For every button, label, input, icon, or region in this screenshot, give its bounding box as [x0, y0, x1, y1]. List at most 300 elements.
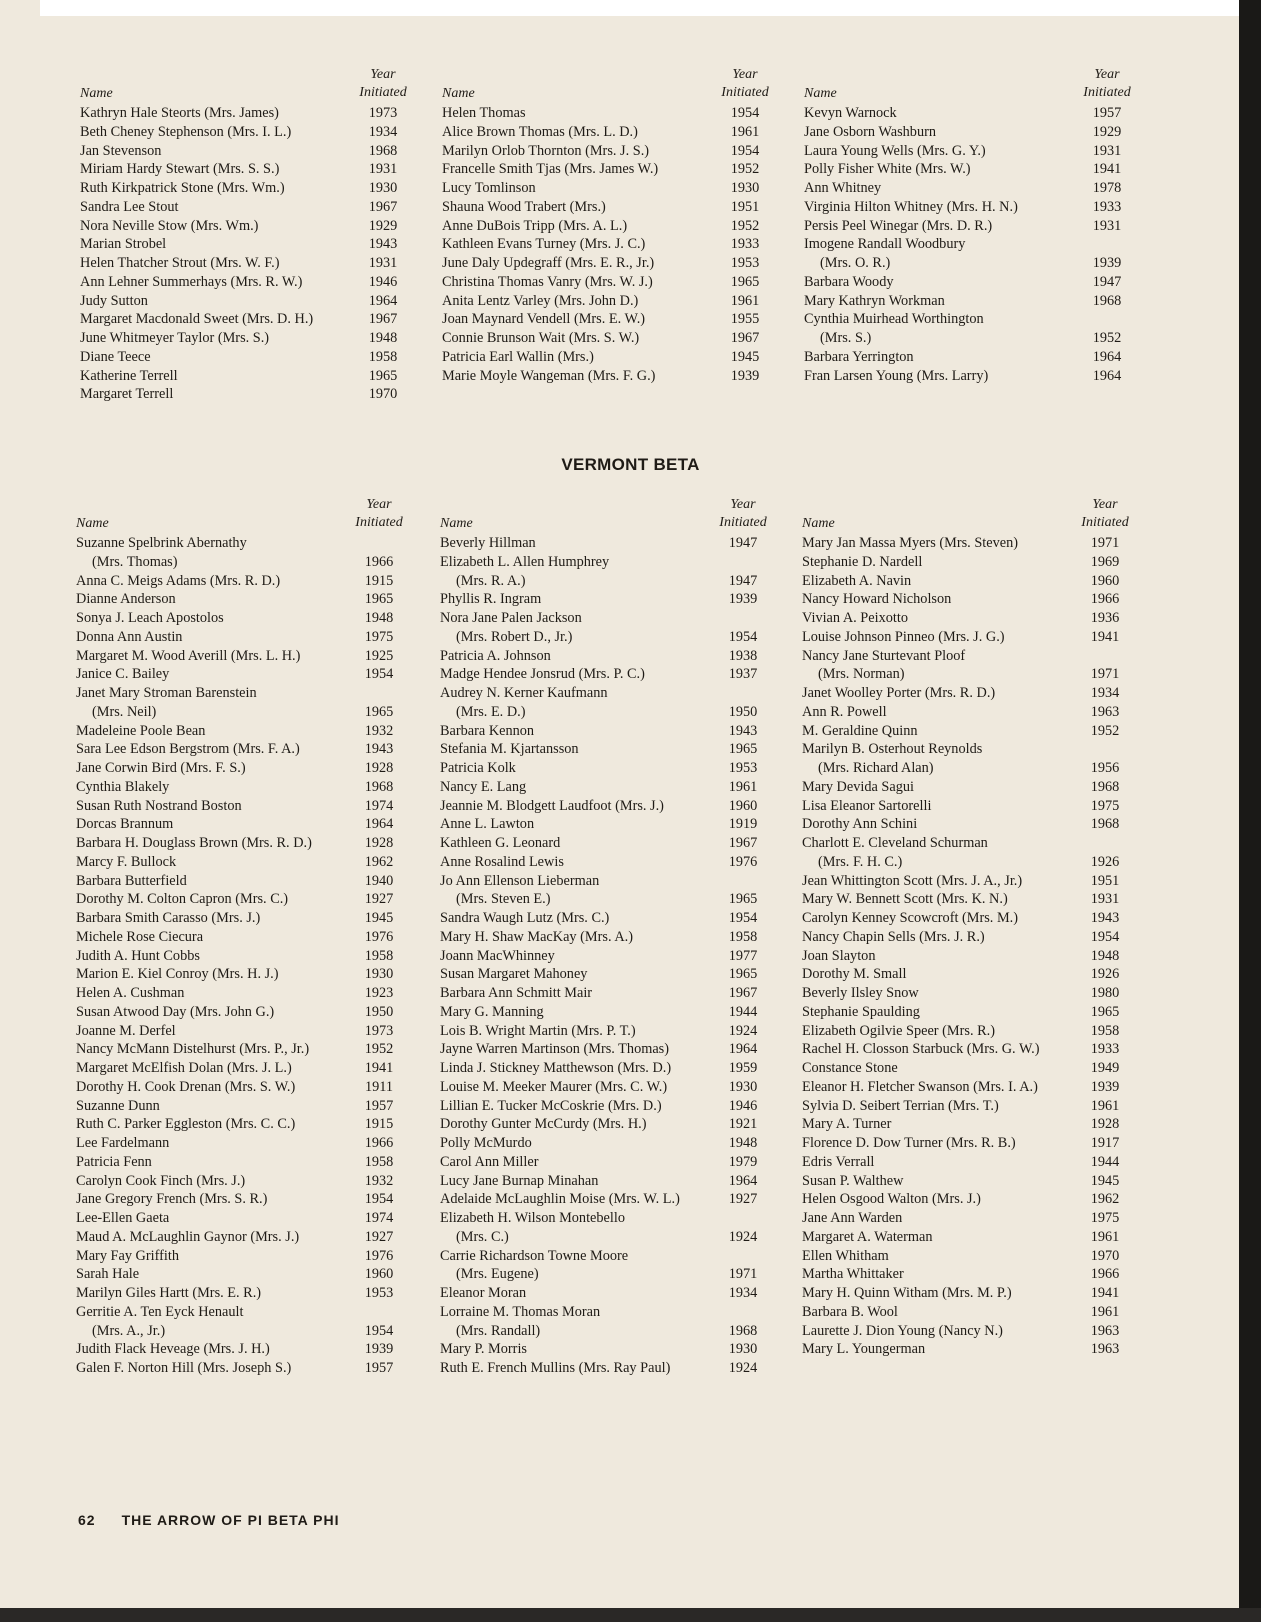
- year-initiated: 1954: [728, 628, 758, 645]
- year-initiated: 1941: [1090, 628, 1120, 645]
- member-row: [800, 273, 1140, 292]
- member-name: Helen Osgood Walton (Mrs. J.): [802, 1191, 981, 1208]
- member-row: [72, 740, 412, 759]
- name-header: Name: [442, 86, 475, 101]
- member-name: Janice C. Bailey: [76, 666, 170, 683]
- year-initiated: 1971: [1090, 535, 1120, 551]
- member-row: [72, 534, 412, 553]
- year-initiated: 1938: [728, 647, 758, 664]
- member-row: [800, 160, 1140, 179]
- member-row: [436, 703, 776, 722]
- year-initiated: 1933: [1090, 1041, 1120, 1058]
- member-row: [798, 1284, 1138, 1303]
- member-name: Ellen Whitham: [802, 1247, 889, 1264]
- member-row: [798, 1228, 1138, 1247]
- year-initiated: 1955: [730, 311, 760, 328]
- member-name: Madeleine Poole Bean: [76, 722, 206, 739]
- member-name: Beth Cheney Stephenson (Mrs. I. L.): [80, 123, 292, 140]
- year-initiated: 1974: [364, 797, 394, 814]
- member-name: Sarah Hale: [76, 1266, 140, 1283]
- member-row: [800, 198, 1140, 217]
- year-initiated: 1965: [730, 273, 760, 290]
- column-header: [438, 60, 778, 104]
- member-name: Anna C. Meigs Adams (Mrs. R. D.): [76, 572, 281, 589]
- year-initiated: 1968: [364, 778, 394, 795]
- member-row: [76, 273, 416, 292]
- member-name: Helen A. Cushman: [76, 985, 185, 1001]
- member-row: [798, 1153, 1138, 1172]
- year-initiated: 1933: [730, 236, 760, 253]
- member-row: [436, 684, 776, 703]
- member-name: Carrie Richardson Towne Moore: [440, 1247, 629, 1264]
- member-name: Mary P. Morris: [440, 1341, 527, 1358]
- member-row: [436, 815, 776, 834]
- name-header: Name: [80, 86, 113, 101]
- member-row: [798, 1022, 1138, 1041]
- member-name: Mary Fay Griffith: [76, 1247, 179, 1264]
- member-row: [436, 872, 776, 891]
- member-row: [72, 1265, 412, 1284]
- member-name: Carolyn Cook Finch (Mrs. J.): [76, 1172, 246, 1189]
- member-row: [436, 1172, 776, 1191]
- member-row: [800, 367, 1140, 386]
- year-initiated: 1932: [364, 722, 394, 739]
- year-initiated: 1927: [728, 1191, 758, 1208]
- year-initiated: 1945: [1090, 1172, 1120, 1189]
- year-initiated: 1931: [1090, 891, 1120, 908]
- member-name: (Mrs. O. R.): [820, 255, 891, 271]
- year-initiated: 1966: [364, 1135, 394, 1151]
- year-initiated: 1950: [364, 1003, 394, 1020]
- member-row: [72, 722, 412, 741]
- year-initiated: 1943: [364, 741, 394, 758]
- member-row: [72, 1322, 412, 1341]
- member-row: [438, 160, 778, 179]
- member-row: [800, 104, 1140, 123]
- member-name: Janet Woolley Porter (Mrs. R. D.): [802, 685, 996, 701]
- member-row: [72, 1172, 412, 1191]
- year-initiated: 1948: [364, 610, 394, 626]
- member-row: [76, 123, 416, 142]
- year-initiated: 1958: [1090, 1022, 1120, 1039]
- member-name: Mary G. Manning: [440, 1003, 544, 1020]
- year-initiated: 1966: [1090, 591, 1120, 608]
- publication-title: THE ARROW OF PI BETA PHI: [121, 1512, 340, 1528]
- member-row: [72, 890, 412, 909]
- member-row: [436, 1003, 776, 1022]
- year-initiated: 1933: [1092, 198, 1122, 215]
- year-initiated: 1962: [364, 853, 394, 870]
- year-initiated: 1929: [368, 217, 398, 234]
- year-initiated: 1965: [364, 591, 394, 608]
- year-initiated: 1934: [368, 123, 398, 140]
- member-row: [798, 1190, 1138, 1209]
- member-name: Persis Peel Winegar (Mrs. D. R.): [804, 217, 993, 234]
- member-row: [438, 142, 778, 161]
- year-initiated: 1953: [728, 760, 758, 776]
- member-name: Ann R. Powell: [802, 703, 887, 720]
- member-row: [438, 329, 778, 348]
- member-list: [72, 534, 412, 1378]
- member-row: [76, 292, 416, 311]
- member-row: [72, 647, 412, 666]
- member-name: Kathleen G. Leonard: [440, 835, 561, 851]
- member-row: [798, 797, 1138, 816]
- member-name: Mary Jan Massa Myers (Mrs. Steven): [802, 535, 1019, 551]
- member-row: [72, 684, 412, 703]
- member-row: [436, 1247, 776, 1266]
- year-initiated: 1951: [730, 198, 760, 215]
- member-name: Laura Young Wells (Mrs. G. Y.): [804, 142, 986, 159]
- member-name: Florence D. Dow Turner (Mrs. R. B.): [802, 1135, 1016, 1151]
- member-name: Barbara Butterfield: [76, 872, 187, 889]
- member-row: [76, 142, 416, 161]
- year-initiated: 1966: [364, 553, 394, 570]
- member-row: [72, 1303, 412, 1322]
- member-row: [798, 778, 1138, 797]
- year-initiated: 1931: [368, 161, 398, 178]
- member-row: [438, 310, 778, 329]
- member-name: Polly Fisher White (Mrs. W.): [804, 161, 971, 178]
- member-name: Anne DuBois Tripp (Mrs. A. L.): [442, 217, 628, 234]
- member-name: Jane Ann Warden: [802, 1210, 903, 1226]
- year-initiated: 1954: [364, 1322, 394, 1339]
- member-name: Sara Lee Edson Bergstrom (Mrs. F. A.): [76, 741, 300, 758]
- member-name: Edris Verrall: [802, 1153, 875, 1170]
- member-name: Anne L. Lawton: [440, 816, 535, 833]
- member-name: Mary Devida Sagui: [802, 778, 914, 795]
- year-initiated: 1964: [728, 1041, 758, 1058]
- member-name: Sandra Waugh Lutz (Mrs. C.): [440, 910, 610, 926]
- year-initiated: 1968: [1090, 778, 1120, 795]
- member-name: Michele Rose Ciecura: [76, 928, 204, 945]
- member-name: Elizabeth H. Wilson Montebello: [440, 1210, 625, 1226]
- year-initiated: 1917: [1090, 1135, 1120, 1151]
- member-row: [438, 273, 778, 292]
- member-row: [72, 1097, 412, 1116]
- member-row: [798, 1265, 1138, 1284]
- member-row: [72, 909, 412, 928]
- member-row: [436, 1359, 776, 1378]
- year-initiated: 1952: [1092, 330, 1122, 346]
- year-initiated: 1943: [368, 236, 398, 253]
- member-row: [436, 928, 776, 947]
- year-initiated: 1961: [730, 123, 760, 140]
- year-initiated: 1971: [1090, 666, 1120, 683]
- member-row: [798, 1303, 1138, 1322]
- member-name: Rachel H. Closson Starbuck (Mrs. G. W.): [802, 1041, 1040, 1058]
- year-initiated: 1940: [364, 872, 394, 889]
- member-row: [798, 853, 1138, 872]
- member-row: [436, 1134, 776, 1153]
- member-name: Cynthia Blakely: [76, 778, 170, 795]
- member-name: Jane Corwin Bird (Mrs. F. S.): [76, 760, 246, 776]
- member-row: [72, 1003, 412, 1022]
- member-row: [798, 665, 1138, 684]
- member-name: Lucy Jane Burnap Minahan: [440, 1172, 599, 1189]
- year-initiated: 1975: [1090, 1210, 1120, 1226]
- year-initiated: 1945: [364, 910, 394, 926]
- year-initiated: 1915: [364, 1116, 394, 1133]
- member-list: [436, 534, 776, 1378]
- member-name: (Mrs. C.): [456, 1228, 509, 1245]
- member-row: [798, 553, 1138, 572]
- member-name: Marilyn Giles Hartt (Mrs. E. R.): [76, 1285, 262, 1301]
- member-name: Barbara Woody: [804, 273, 894, 290]
- member-row: [798, 947, 1138, 966]
- member-name: Jane Osborn Washburn: [804, 123, 937, 140]
- member-name: Diane Teece: [80, 348, 151, 365]
- member-name: Janet Mary Stroman Barenstein: [76, 685, 257, 701]
- member-row: [438, 348, 778, 367]
- year-initiated: 1919: [728, 816, 758, 833]
- year-initiated: 1952: [730, 161, 760, 178]
- year-initiated: 1954: [728, 910, 758, 926]
- year-initiated: 1943: [1090, 910, 1120, 926]
- member-name: Madge Hendee Jonsrud (Mrs. P. C.): [440, 666, 645, 683]
- member-name: Jo Ann Ellenson Lieberman: [440, 872, 600, 889]
- member-name: Joanne M. Derfel: [76, 1022, 176, 1039]
- year-initiated: 1965: [728, 741, 758, 758]
- member-row: [798, 1172, 1138, 1191]
- member-name: Elizabeth L. Allen Humphrey: [440, 553, 610, 570]
- member-row: [438, 367, 778, 386]
- member-name: (Mrs. F. H. C.): [818, 853, 903, 870]
- year-initiated-header: Year Initiated: [721, 67, 769, 100]
- member-name: Donna Ann Austin: [76, 628, 183, 645]
- year-initiated: 1941: [1092, 161, 1122, 178]
- member-row: [436, 1153, 776, 1172]
- member-name: Cynthia Muirhead Worthington: [804, 311, 984, 328]
- member-name: Vivian A. Peixotto: [802, 610, 908, 626]
- year-initiated: 1947: [728, 535, 758, 551]
- member-name: (Mrs. E. D.): [456, 703, 526, 720]
- member-name: Sonya J. Leach Apostolos: [76, 610, 224, 626]
- member-name: Nancy Chapin Sells (Mrs. J. R.): [802, 928, 985, 945]
- year-initiated: 1957: [1092, 105, 1122, 121]
- member-name: Eleanor Moran: [440, 1285, 527, 1301]
- year-initiated: 1930: [368, 180, 398, 196]
- year-initiated: 1965: [364, 703, 394, 720]
- year-initiated: 1930: [728, 1341, 758, 1358]
- member-name: Beverly Ilsley Snow: [802, 985, 919, 1001]
- member-row: [76, 310, 416, 329]
- member-row: [436, 890, 776, 909]
- year-initiated: 1931: [1092, 142, 1122, 159]
- member-name: Virginia Hilton Whitney (Mrs. H. N.): [804, 198, 1018, 215]
- year-initiated: 1923: [364, 985, 394, 1001]
- member-row: [800, 142, 1140, 161]
- year-initiated: 1963: [1090, 1341, 1120, 1358]
- member-row: [72, 572, 412, 591]
- member-name: Susan Atwood Day (Mrs. John G.): [76, 1003, 275, 1020]
- year-initiated: 1945: [730, 348, 760, 365]
- member-name: Margaret A. Waterman: [802, 1228, 933, 1245]
- year-initiated: 1930: [364, 966, 394, 983]
- year-initiated: 1934: [728, 1285, 758, 1301]
- member-row: [436, 984, 776, 1003]
- member-row: [436, 1322, 776, 1341]
- member-row: [798, 647, 1138, 666]
- member-name: Patricia Kolk: [440, 760, 516, 776]
- member-row: [800, 254, 1140, 273]
- member-name: Judy Sutton: [80, 292, 148, 309]
- year-initiated: 1939: [1090, 1078, 1120, 1095]
- member-name: Susan Ruth Nostrand Boston: [76, 797, 242, 814]
- member-row: [438, 123, 778, 142]
- member-list: [800, 104, 1140, 385]
- top-column-3: [800, 60, 1140, 385]
- member-name: Mary H. Quinn Witham (Mrs. M. P.): [802, 1285, 1012, 1301]
- member-name: (Mrs. Randall): [456, 1322, 541, 1339]
- member-name: Joann MacWhinney: [440, 947, 555, 964]
- member-row: [798, 609, 1138, 628]
- member-name: Carolyn Kenney Scowcroft (Mrs. M.): [802, 910, 1018, 926]
- member-name: Nancy E. Lang: [440, 778, 527, 795]
- year-initiated: 1968: [368, 142, 398, 159]
- member-name: Margaret McElfish Dolan (Mrs. J. L.): [76, 1060, 292, 1076]
- member-row: [798, 684, 1138, 703]
- year-initiated: 1924: [728, 1022, 758, 1039]
- member-name: Ruth C. Parker Eggleston (Mrs. C. C.): [76, 1116, 296, 1133]
- member-name: Galen F. Norton Hill (Mrs. Joseph S.): [76, 1360, 292, 1376]
- year-initiated: 1930: [730, 180, 760, 196]
- member-name: Stefania M. Kjartansson: [440, 741, 579, 758]
- year-initiated: 1968: [728, 1322, 758, 1339]
- member-name: Dorothy Ann Schini: [802, 816, 918, 833]
- year-initiated: 1976: [728, 853, 758, 870]
- member-row: [436, 590, 776, 609]
- member-list: [438, 104, 778, 385]
- member-row: [436, 1190, 776, 1209]
- member-name: Anne Rosalind Lewis: [440, 853, 564, 870]
- member-name: Joan Slayton: [802, 947, 876, 964]
- year-initiated: 1961: [1090, 1303, 1120, 1320]
- year-initiated: 1961: [730, 292, 760, 309]
- member-row: [76, 198, 416, 217]
- year-initiated: 1921: [728, 1116, 758, 1133]
- member-name: Polly McMurdo: [440, 1135, 532, 1151]
- year-initiated: 1960: [1090, 572, 1120, 589]
- member-name: Dorothy Gunter McCurdy (Mrs. H.): [440, 1116, 647, 1133]
- member-row: [436, 609, 776, 628]
- year-initiated: 1929: [1092, 123, 1122, 140]
- year-initiated: 1957: [364, 1360, 394, 1376]
- member-name: Nancy Jane Sturtevant Ploof: [802, 647, 966, 664]
- member-name: Fran Larsen Young (Mrs. Larry): [804, 367, 989, 384]
- year-initiated: 1968: [1092, 292, 1122, 309]
- member-row: [436, 647, 776, 666]
- member-name: Nora Jane Palen Jackson: [440, 610, 582, 626]
- year-initiated: 1927: [364, 891, 394, 908]
- member-name: June Daly Updegraff (Mrs. E. R., Jr.): [442, 255, 655, 271]
- member-name: Stephanie D. Nardell: [802, 553, 923, 570]
- member-row: [798, 815, 1138, 834]
- member-name: Dorcas Brannum: [76, 816, 174, 833]
- member-name: Connie Brunson Wait (Mrs. S. W.): [442, 330, 640, 346]
- member-name: Louise Johnson Pinneo (Mrs. J. G.): [802, 628, 1005, 645]
- member-name: Katherine Terrell: [80, 367, 178, 384]
- member-name: Jane Gregory French (Mrs. S. R.): [76, 1191, 268, 1208]
- year-initiated: 1965: [368, 367, 398, 384]
- member-row: [436, 1228, 776, 1247]
- member-name: Mary H. Shaw MacKay (Mrs. A.): [440, 928, 633, 945]
- year-initiated: 1939: [728, 591, 758, 608]
- member-name: Ruth E. French Mullins (Mrs. Ray Paul): [440, 1360, 671, 1376]
- member-name: Constance Stone: [802, 1060, 898, 1076]
- member-name: Lee Fardelmann: [76, 1135, 170, 1151]
- year-initiated: 1946: [728, 1097, 758, 1114]
- member-name: Barbara Ann Schmitt Mair: [440, 985, 593, 1001]
- year-initiated: 1970: [1090, 1247, 1120, 1264]
- member-row: [72, 1022, 412, 1041]
- year-initiated: 1978: [1092, 180, 1122, 196]
- name-header: Name: [802, 516, 835, 531]
- column-header: [72, 490, 412, 534]
- member-row: [800, 179, 1140, 198]
- member-row: [436, 553, 776, 572]
- year-initiated: 1941: [1090, 1285, 1120, 1301]
- member-row: [72, 1040, 412, 1059]
- member-row: [798, 872, 1138, 891]
- member-row: [436, 778, 776, 797]
- member-row: [436, 534, 776, 553]
- year-initiated: 1957: [364, 1097, 394, 1114]
- member-row: [72, 928, 412, 947]
- member-name: Lucy Tomlinson: [442, 180, 536, 196]
- year-initiated: 1962: [1090, 1191, 1120, 1208]
- member-row: [798, 965, 1138, 984]
- member-row: [798, 1134, 1138, 1153]
- year-initiated: 1958: [364, 1153, 394, 1170]
- year-initiated: 1941: [364, 1060, 394, 1076]
- year-initiated: 1948: [368, 330, 398, 346]
- member-name: Margaret M. Wood Averill (Mrs. L. H.): [76, 647, 301, 664]
- member-row: [436, 1022, 776, 1041]
- member-name: Marilyn Orlob Thornton (Mrs. J. S.): [442, 142, 650, 159]
- member-row: [72, 1190, 412, 1209]
- column-header: [798, 490, 1138, 534]
- year-initiated: 1965: [728, 891, 758, 908]
- member-name: Sylvia D. Seibert Terrian (Mrs. T.): [802, 1097, 999, 1114]
- member-row: [72, 609, 412, 628]
- year-initiated: 1958: [364, 947, 394, 964]
- member-name: Helen Thomas: [442, 105, 526, 121]
- year-initiated: 1951: [1090, 872, 1120, 889]
- member-row: [72, 1359, 412, 1378]
- bottom-column-1: [72, 490, 412, 1378]
- page-footer: [78, 1512, 340, 1528]
- member-name: Lee-Ellen Gaeta: [76, 1210, 170, 1226]
- year-initiated: 1931: [368, 255, 398, 271]
- year-initiated: 1952: [730, 217, 760, 234]
- member-row: [800, 292, 1140, 311]
- member-name: Susan Margaret Mahoney: [440, 966, 588, 983]
- member-row: [800, 217, 1140, 236]
- member-name: Nora Neville Stow (Mrs. Wm.): [80, 217, 259, 234]
- member-name: (Mrs. S.): [820, 330, 872, 346]
- member-row: [798, 1078, 1138, 1097]
- member-name: Linda J. Stickney Matthewson (Mrs. D.): [440, 1060, 672, 1076]
- member-name: Ann Lehner Summerhays (Mrs. R. W.): [80, 273, 303, 290]
- year-initiated: 1947: [728, 572, 758, 589]
- member-row: [798, 1115, 1138, 1134]
- member-row: [72, 1134, 412, 1153]
- member-name: Marcy F. Bullock: [76, 853, 177, 870]
- member-row: [72, 590, 412, 609]
- year-initiated: 1956: [1090, 760, 1120, 776]
- member-row: [438, 198, 778, 217]
